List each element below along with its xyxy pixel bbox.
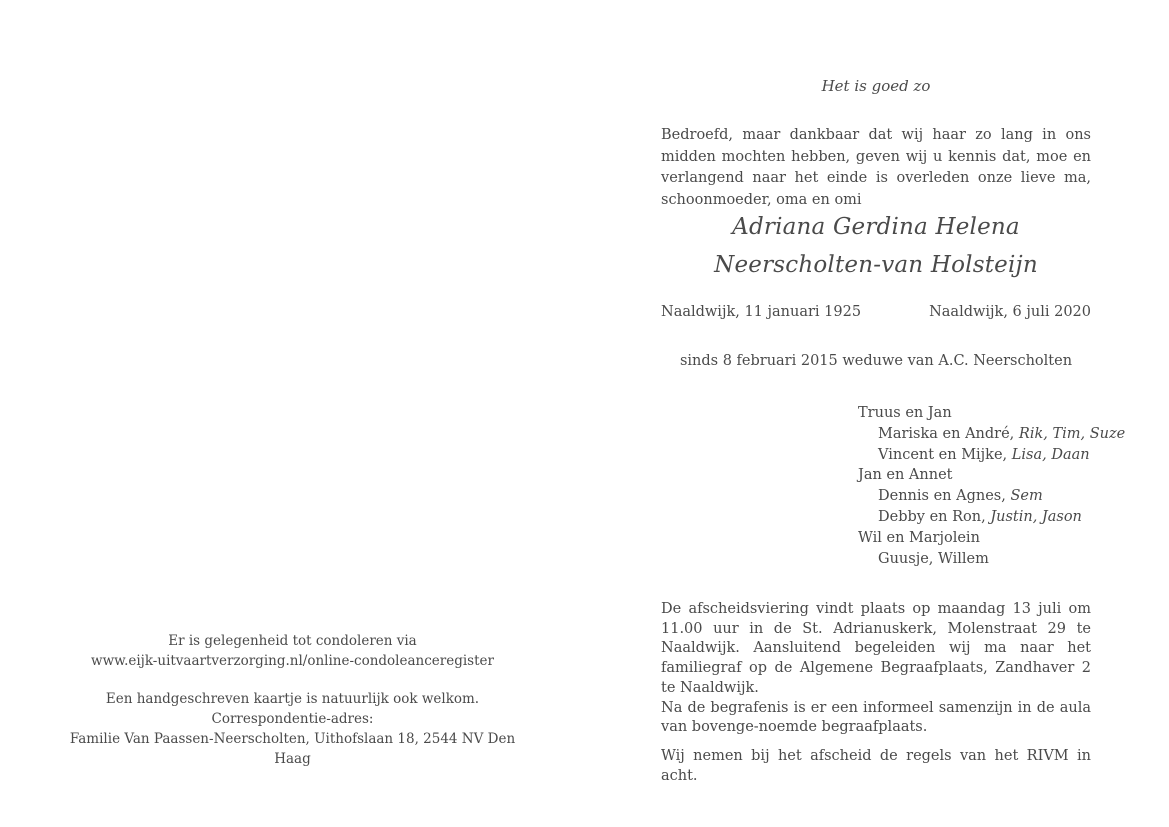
intro-text: Bedroefd, maar dankbaar dat wij haar zo lang in ons midden mochten hebben, geven wij u kennis dat, moe en verlangend naar het einde is overleden onze lieve ma, schoonmoeder, oma en omi [661, 127, 1091, 208]
birth-date: Naaldwijk, 11 januari 1925 [661, 304, 862, 320]
deceased-name [661, 208, 1091, 284]
family-grandchild: Guusje, Willem [878, 550, 989, 567]
right-page [584, 0, 1168, 827]
handwritten-card-note: Een handgeschreven kaartje is natuurlijk ook welkom. [105, 691, 480, 707]
great-grandchildren: Rik, Tim, Suze [1018, 425, 1126, 442]
great-grandchildren: Sem [1010, 488, 1043, 505]
condolence-invitation: Er is gelegenheid tot condoleren via [168, 633, 417, 649]
name-line-first: Adriana Gerdina Helena [732, 214, 1020, 240]
left-page [0, 0, 584, 827]
family-grandchild: Vincent en Mijke, Lisa, Daan [878, 446, 1090, 463]
name-line-last: Neerscholten-van Holsteijn [714, 252, 1038, 278]
family-couple: Truus en Jan [858, 405, 952, 421]
family-grandchild: Mariska en André, Rik, Tim, Suze [878, 425, 1126, 442]
reception-note: Na de begrafenis is er een informeel samenzijn in de aula van bovenge-noemde begraafplaats. [661, 699, 1091, 736]
condolence-info [60, 631, 525, 769]
service-details [661, 600, 1091, 786]
great-grandchildren: Lisa, Daan [1011, 446, 1090, 463]
motto: Het is goed zo [821, 77, 931, 95]
family-couple: Jan en Annet [858, 467, 953, 484]
family-couple: Wil en Marjolein [858, 529, 980, 546]
service-announcement: De afscheidsviering vindt plaats op maandag 13 juli om 11.00 uur in de St. Adrianuskerk, Molenstraat 29 te Naaldwijk. Aansluitend begeleiden wij ma naar het familiegraf op de Algemene Begraafplaats, Zandhaver 2 te Naaldwijk. [661, 601, 1091, 696]
widow-line: sinds 8 februari 2015 weduwe van A.C. Neerscholten [679, 353, 1073, 369]
family-grandchild: Dennis en Agnes, Sem [878, 488, 1043, 505]
rivm-note: Wij nemen bij het afscheid de regels van het RIVM in acht. [661, 747, 1091, 784]
correspondence-label: Correspondentie-adres: [211, 711, 374, 727]
great-grandchildren: Justin, Jason [990, 508, 1082, 525]
correspondence-address: Familie Van Paassen-Neerscholten, Uithofslaan 18, 2544 NV Den Haag [69, 731, 516, 767]
life-dates [661, 304, 1091, 320]
condolence-register-url: www.eijk-uitvaartverzorging.nl/online-condoleanceregister [91, 653, 494, 669]
family-list [858, 403, 1125, 569]
family-grandchild: Debby en Ron, Justin, Jason [878, 508, 1082, 525]
death-date: Naaldwijk, 6 juli 2020 [929, 304, 1091, 320]
